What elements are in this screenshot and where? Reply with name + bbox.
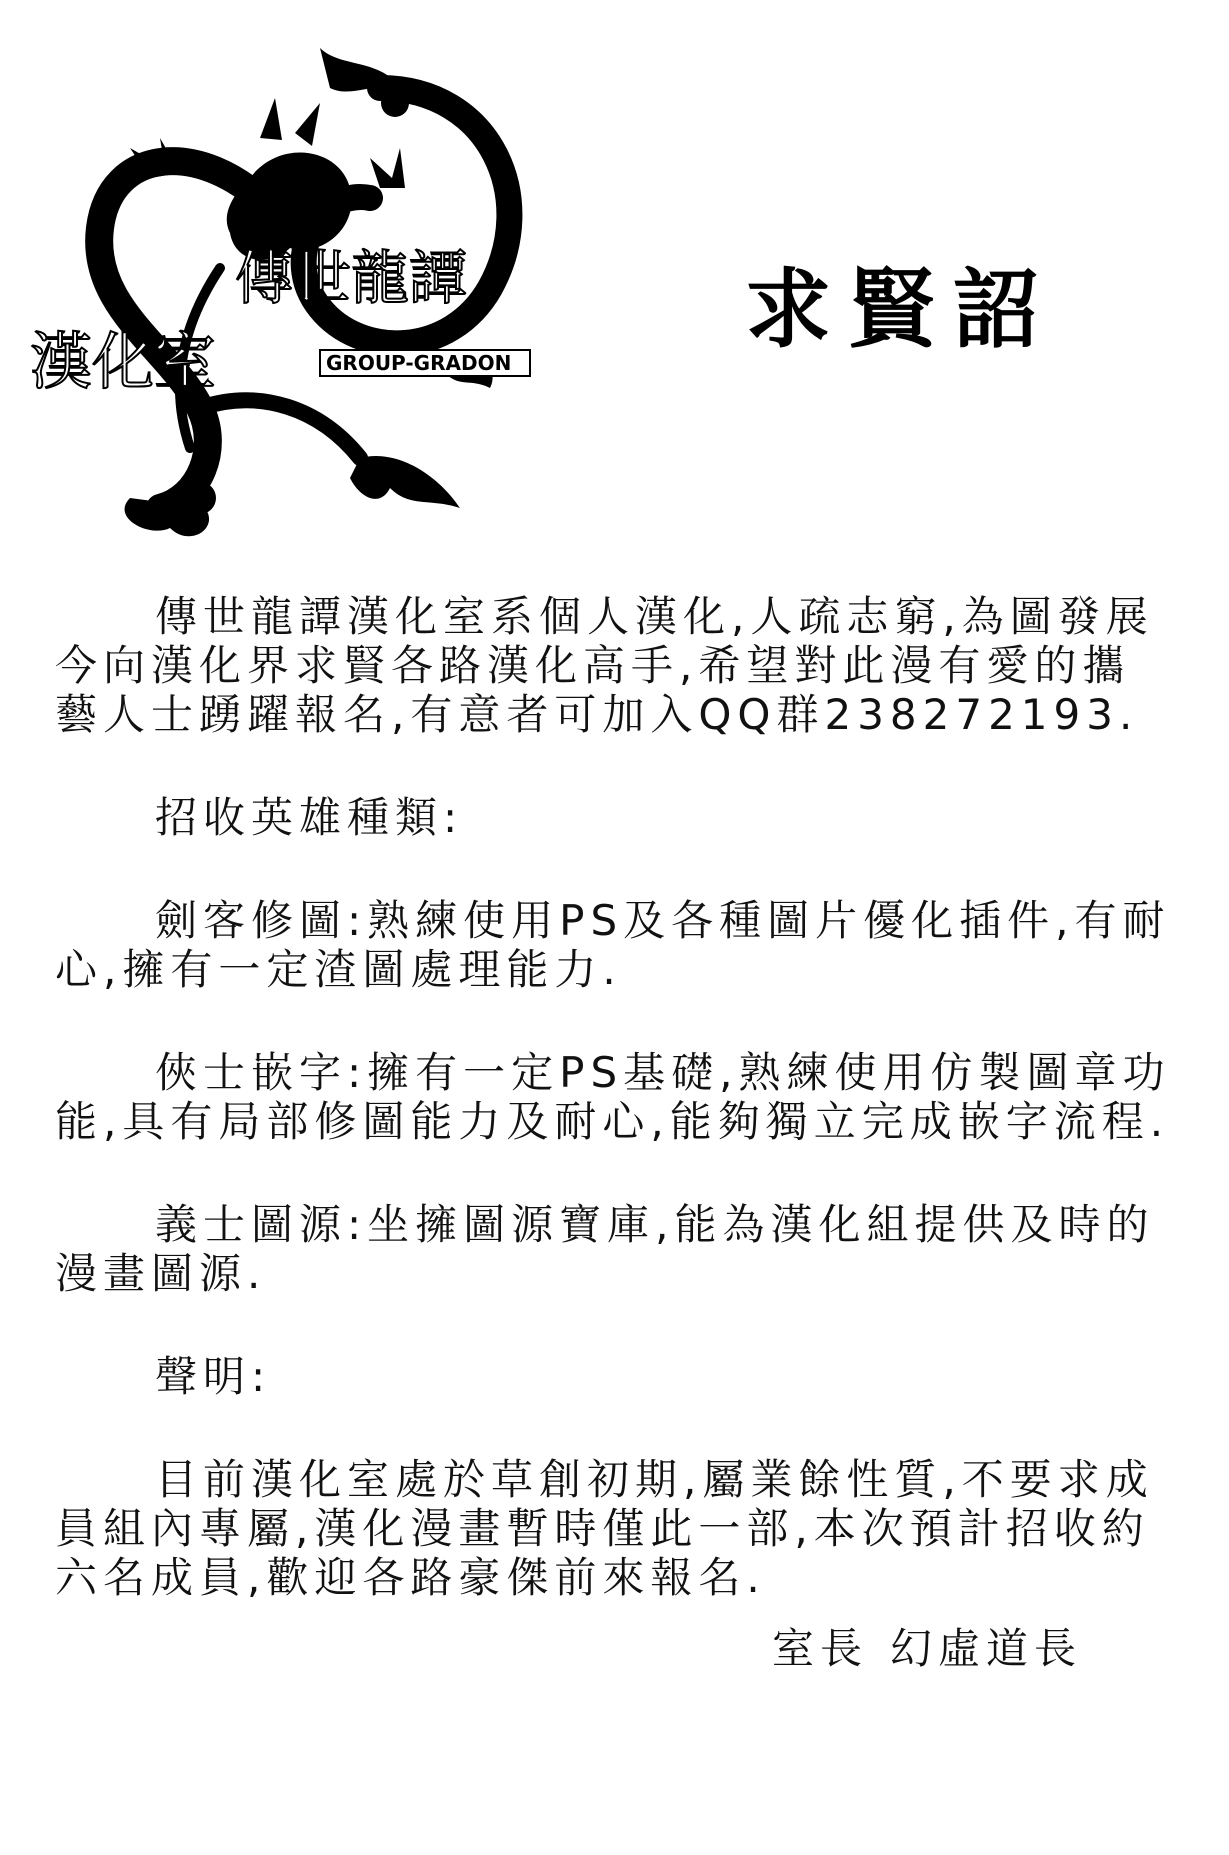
recruit-heading: 招收英雄種類: bbox=[155, 793, 464, 842]
role-editor-paragraph: 劍客修圖:熟練使用PS及各種圖片優化插件,有耐心,擁有一定渣圖處理能力. bbox=[55, 896, 1171, 994]
page-title: 求賢詔 bbox=[745, 260, 1057, 360]
statement-paragraph: 目前漢化室處於草創初期,屬業餘性質,不要求成員組內專屬,漢化漫畫暫時僅此一部,本次預計招收約六名成員,歡迎各路豪傑前來報名. bbox=[55, 1455, 1154, 1602]
dragon-seal-icon bbox=[20, 28, 560, 568]
dragon-logo bbox=[20, 28, 560, 568]
seal-text-top: 傳世龍譚 bbox=[235, 244, 468, 312]
signature bbox=[772, 1616, 1082, 1676]
role-typesetter-paragraph: 俠士嵌字:擁有一定PS基礎,熟練使用仿製圖章功能,具有局部修圖能力及耐心,能夠獨立完成嵌字流程. bbox=[55, 1048, 1171, 1146]
role-source-paragraph: 義士圖源:坐擁圖源寶庫,能為漢化組提供及時的漫畫圖源. bbox=[55, 1200, 1155, 1298]
seal-text-bottom: 漢化室 bbox=[30, 325, 217, 398]
signature-name: 幻虛道長 bbox=[890, 1624, 1083, 1673]
document-body bbox=[55, 592, 1175, 1656]
intro-paragraph: 傳世龍譚漢化室系個人漢化,人疏志窮,為圖發展今向漢化界求賢各路漢化高手,希望對此漫有愛的攜藝人士踴躍報名,有意者可加入QQ群238272193. bbox=[55, 592, 1154, 739]
logo-latin-text: GROUP-GRADON bbox=[326, 351, 512, 375]
statement-heading: 聲明: bbox=[155, 1352, 272, 1401]
signature-role: 室長 bbox=[772, 1624, 869, 1673]
